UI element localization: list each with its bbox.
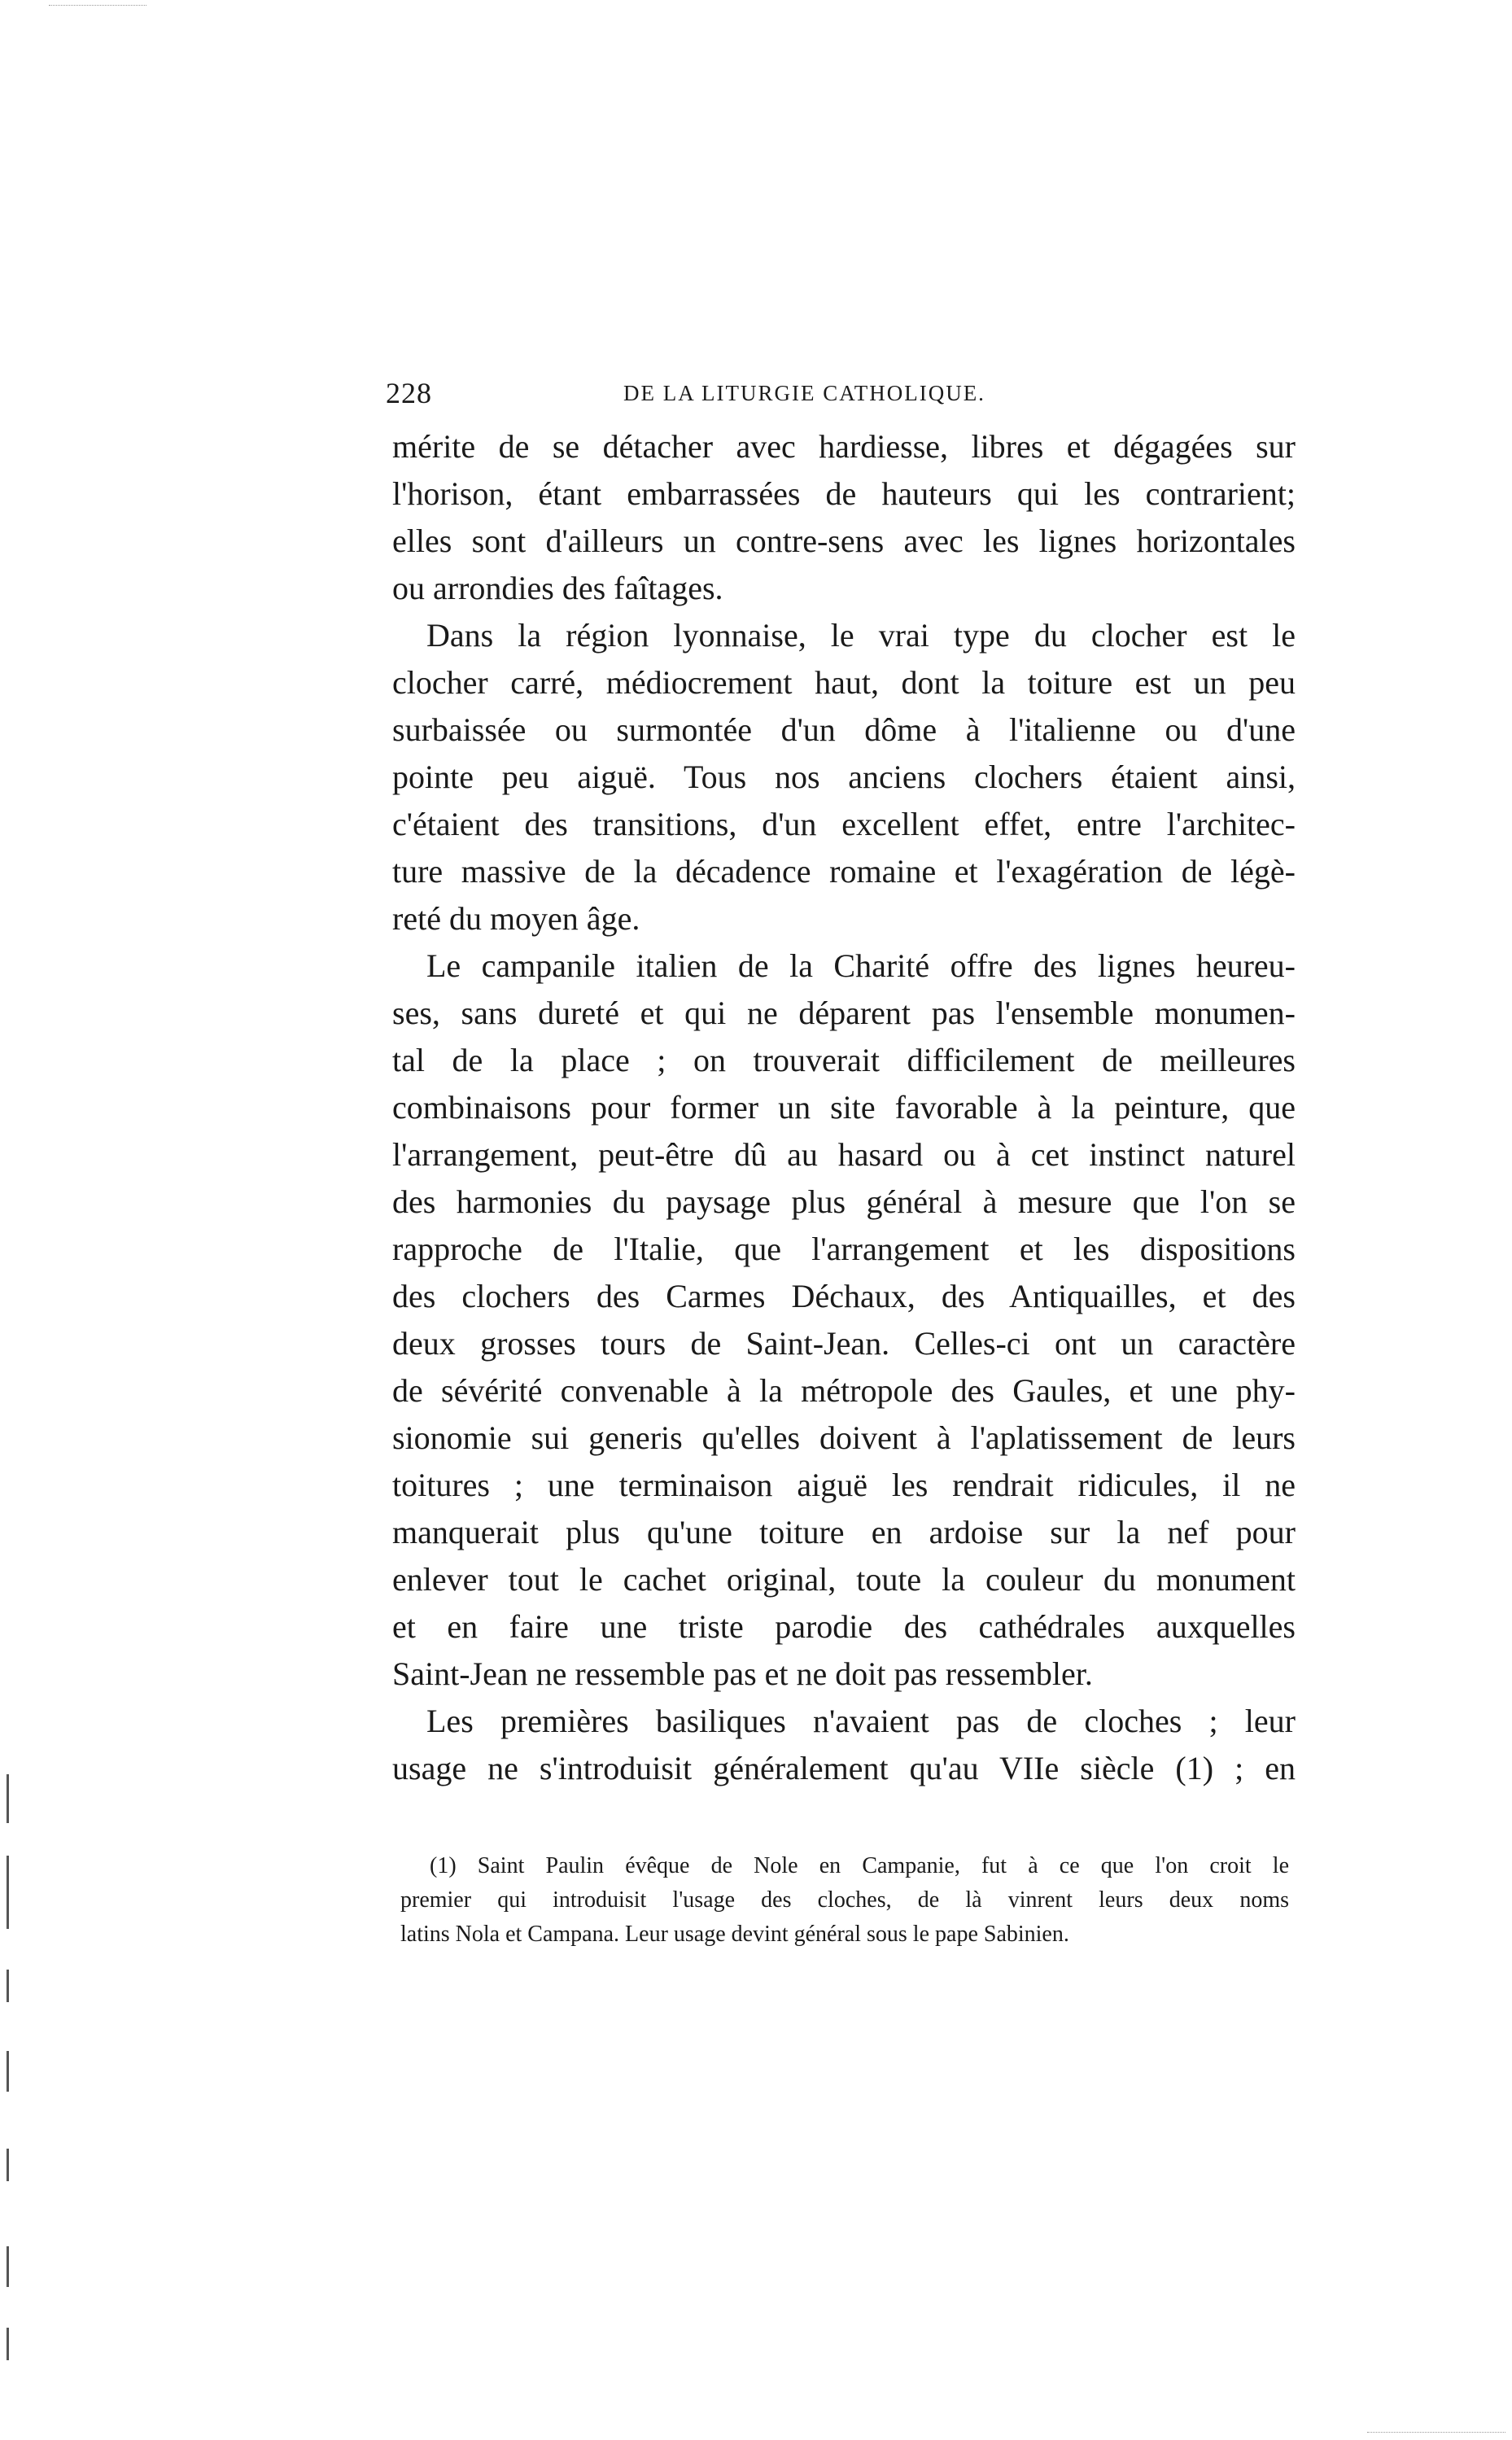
body-text xyxy=(392,423,1296,1792)
text-line: usage ne s'introduisit généralement qu'au VIIe siècle (1) ; en xyxy=(392,1750,1296,1786)
text-line: clocher carré, médiocrement haut, dont la toiture est un peu xyxy=(392,664,1296,701)
scan-margin-marks xyxy=(7,1628,11,2425)
text-line: ou arrondies des faîtages. xyxy=(392,570,723,606)
text-line: mérite de se détacher avec hardiesse, libres et dégagées sur xyxy=(392,428,1296,465)
text-line: ture massive de la décadence romaine et l'exagération de légè- xyxy=(392,853,1296,890)
text-line: manquerait plus qu'une toiture en ardoise sur la nef pour xyxy=(392,1514,1296,1550)
text-line: Le campanile italien de la Charité offre des lignes heureu- xyxy=(426,947,1296,984)
scan-edge-mark xyxy=(1367,2432,1505,2433)
scan-edge-mark xyxy=(49,5,146,7)
text-line: tal de la place ; on trouverait difficilement de meilleures xyxy=(392,1042,1296,1078)
page-number: 228 xyxy=(386,377,432,409)
text-line: elles sont d'ailleurs un contre-sens avec les lignes horizontales xyxy=(392,523,1296,559)
text-line: l'arrangement, peut-être dû au hasard ou à cet instinct naturel xyxy=(392,1136,1296,1173)
text-line: Saint-Jean ne ressemble pas et ne doit pas ressembler. xyxy=(392,1655,1093,1692)
text-line: surbaissée ou surmontée d'un dôme à l'italienne ou d'une xyxy=(392,711,1296,748)
footnote-line: (1) Saint Paulin évêque de Nole en Campanie, fut à ce que l'on croit le xyxy=(430,1853,1289,1878)
text-line: toitures ; une terminaison aiguë les rendrait ridicules, il ne xyxy=(392,1467,1296,1503)
text-line: sionomie sui generis qu'elles doivent à l'aplatissement de leurs xyxy=(392,1419,1296,1456)
footnotes xyxy=(400,1849,1289,1952)
footnote-line: premier qui introduisit l'usage des cloches, de là vinrent leurs deux noms xyxy=(400,1887,1289,1913)
text-line: de sévérité convenable à la métropole des Gaules, et une phy- xyxy=(392,1372,1296,1409)
text-line: enlever tout le cachet original, toute la couleur du monument xyxy=(392,1561,1296,1598)
running-title: DE LA LITURGIE CATHOLIQUE. xyxy=(623,381,985,405)
text-line: reté du moyen âge. xyxy=(392,900,640,937)
text-line: l'horison, étant embarrassées de hauteurs qui les contrarient; xyxy=(392,475,1296,512)
running-head xyxy=(386,376,1305,425)
text-line: et en faire une triste parodie des cathédrales auxquelles xyxy=(392,1608,1296,1645)
text-line: rapproche de l'Italie, que l'arrangement et les dispositions xyxy=(392,1231,1296,1267)
text-line: combinaisons pour former un site favorable à la peinture, que xyxy=(392,1089,1296,1126)
text-line: ses, sans dureté et qui ne déparent pas l'ensemble monumen- xyxy=(392,995,1296,1031)
text-line: Dans la région lyonnaise, le vrai type du clocher est le xyxy=(426,617,1296,654)
text-line: c'étaient des transitions, d'un excellent effet, entre l'architec- xyxy=(392,806,1296,842)
text-line: Les premières basiliques n'avaient pas de cloches ; leur xyxy=(426,1703,1296,1739)
text-line: pointe peu aiguë. Tous nos anciens clochers étaient ainsi, xyxy=(392,759,1296,795)
text-line: deux grosses tours de Saint-Jean. Celles-ci ont un caractère xyxy=(392,1325,1296,1362)
text-line: des clochers des Carmes Déchaux, des Antiquailles, et des xyxy=(392,1278,1296,1314)
text-line: des harmonies du paysage plus général à mesure que l'on se xyxy=(392,1183,1296,1220)
footnote-line: latins Nola et Campana. Leur usage devint général sous le pape Sabinien. xyxy=(400,1922,1069,1947)
